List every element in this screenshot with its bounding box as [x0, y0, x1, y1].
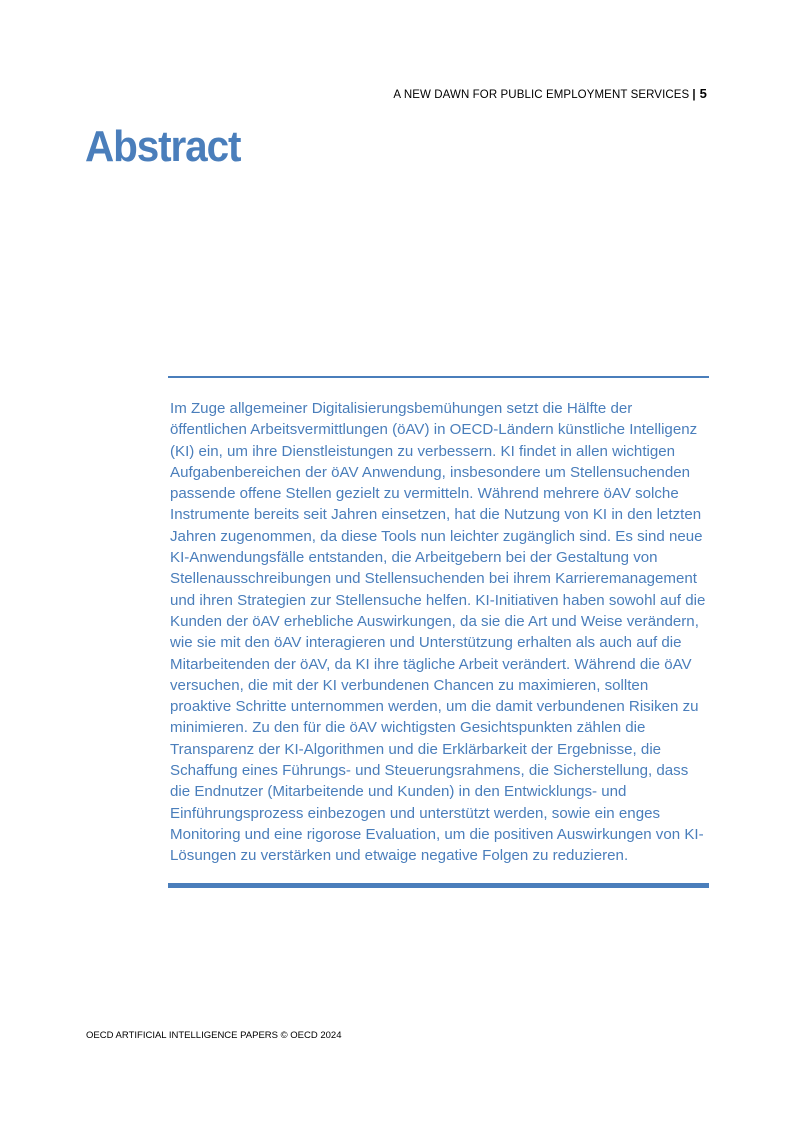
page-title: Abstract — [85, 122, 241, 171]
running-header — [393, 86, 707, 101]
abstract-box — [168, 376, 709, 888]
page-number: 5 — [699, 86, 707, 101]
header-separator: | — [692, 89, 696, 101]
abstract-text: Im Zuge allgemeiner Digitalisierungsbemühungen setzt die Hälfte der öffentlichen Arbeitsvermittlungen (öAV) in OECD-Ländern künstliche Intelligenz (KI) ein, um ihre Dienstleistungen zu verbessern. KI findet in allen wichtigen Aufgabenbereichen der öAV Anwendung, insbesondere um Stellensuchenden passende offene Stellen gezielt zu vermitteln. Während mehrere öAV solche Instrumente bereits seit Jahren einsetzen, hat die Nutzung von KI in den letzten Jahren zugenommen, da diese Tools nun leichter zugänglich sind. Es sind neue KI-Anwendungsfälle entstanden, die Arbeitgebern bei der Gestaltung von Stellenausschreibungen und Stellensuchenden bei ihrem Karrieremanagement und ihren Strategien zur Stellensuche helfen. KI-Initiativen haben sowohl auf die Kunden der öAV erhebliche Auswirkungen, da sie die Art und Weise verändern, wie sie mit den öAV interagieren und Unterstützung erhalten als auch auf die Mitarbeitenden der öAV, da KI ihre tägliche Arbeit verändert. Während die öAV versuchen, die mit der KI verbundenen Chancen zu maximieren, sollten proaktive Schritte unternommen werden, um die damit verbundenen Risiken zu minimieren. Zu den für die öAV wichtigsten Gesichtspunkten zählen die Transparenz der KI-Algorithmen und die Erklärbarkeit der Ergebnisse, die Schaffung eines Führungs- und Steuerungsrahmens, die Sicherstellung, dass die Endnutzer (Mitarbeitende und Kunden) in den Entwicklungs- und Einführungsprozess einbezogen und unterstützt werden, sowie ein enges Monitoring und eine rigorose Evaluation, um die positiven Auswirkungen von KI-Lösungen zu verstärken und etwaige negative Folgen zu reduzieren. — [170, 400, 706, 865]
page-footer: OECD ARTIFICIAL INTELLIGENCE PAPERS © OECD 2024 — [86, 1030, 342, 1041]
running-title: A NEW DAWN FOR PUBLIC EMPLOYMENT SERVICES — [393, 89, 690, 101]
